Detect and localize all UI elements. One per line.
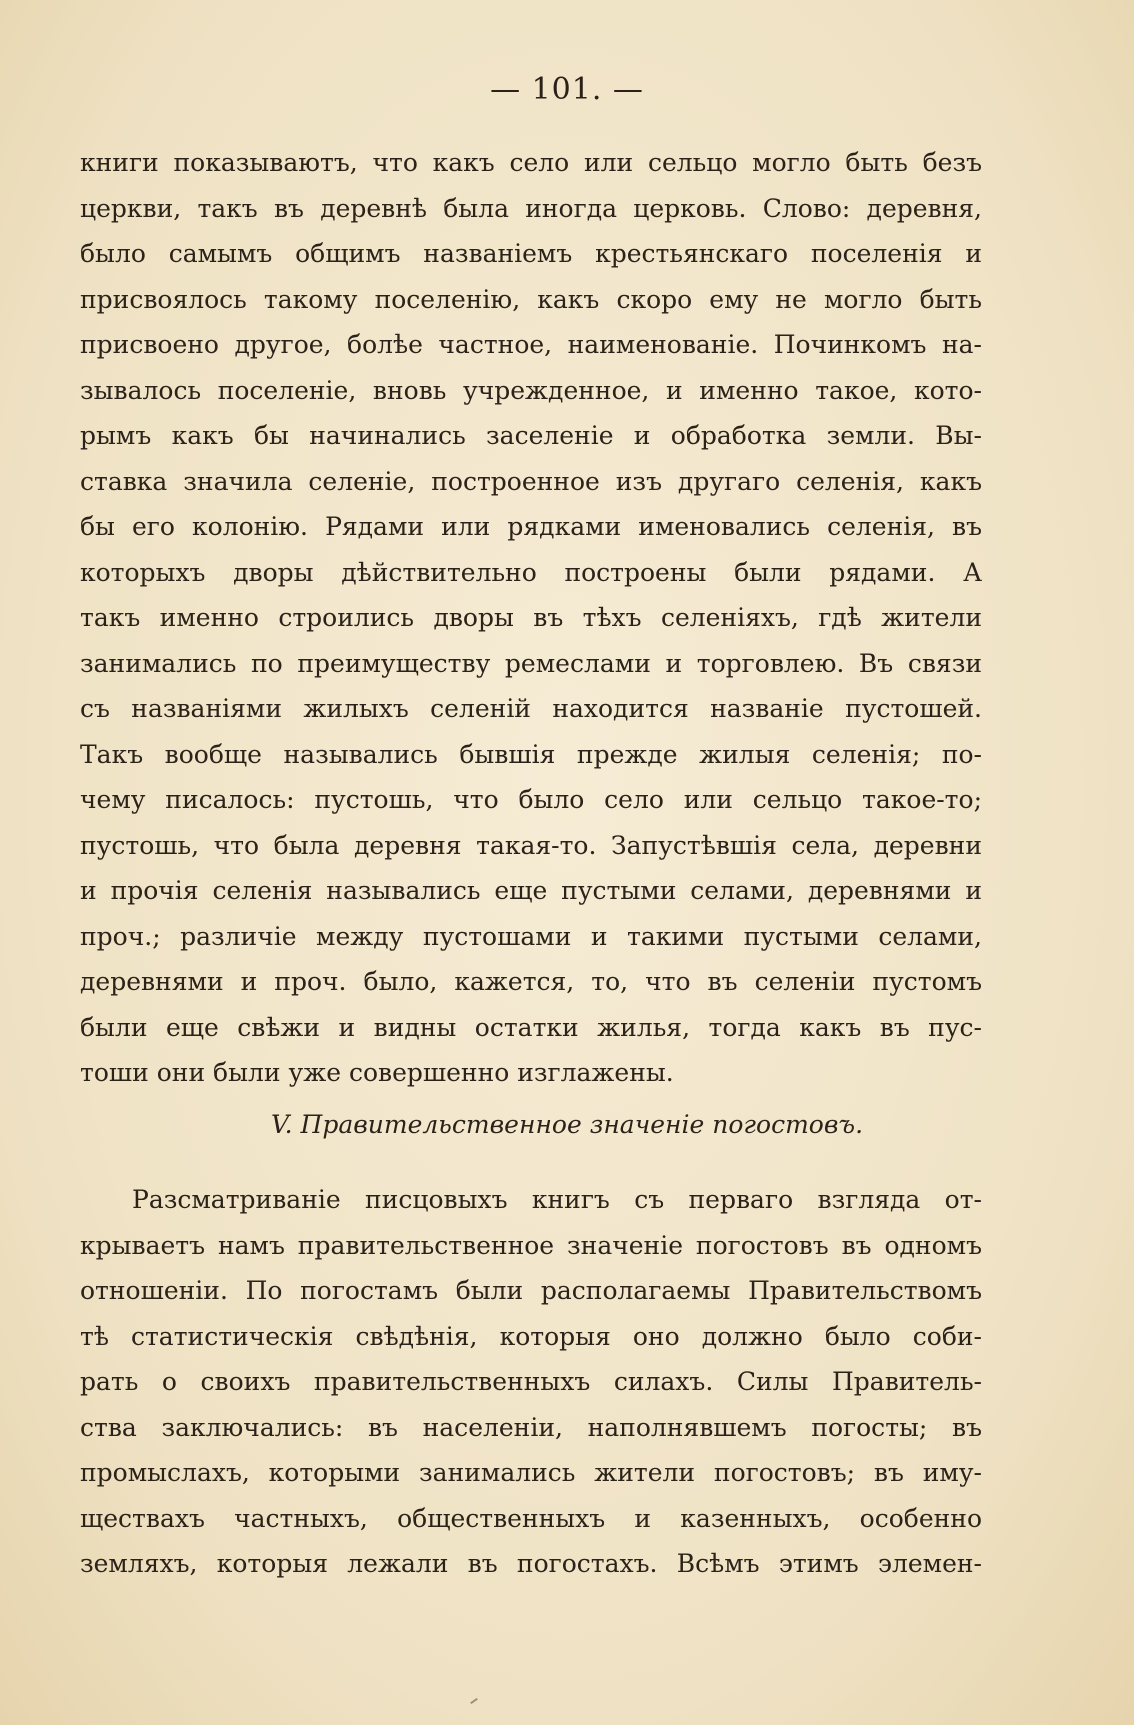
text-line: крываетъ намъ правительственное значеніе погостовъ въ одномъ — [80, 1230, 982, 1260]
text-line: такъ именно строились дворы въ тѣхъ селеніяхъ, гдѣ жители — [80, 603, 982, 632]
text-line: книги показываютъ, что какъ село или сельцо могло быть безъ — [80, 148, 982, 177]
text-line: проч.; различіе между пустошами и такими пустыми селами, — [80, 921, 982, 951]
text-line: ства заключались: въ населеніи, наполнявшемъ погосты; въ — [80, 1412, 982, 1442]
text-line: рать о своихъ правительственныхъ силахъ. Силы Правитель- — [80, 1367, 982, 1396]
section-heading: V. Правительственное значеніе погостовъ. — [270, 1110, 864, 1139]
text-line: церкви, такъ въ деревнѣ была иногда церковь. Слово: деревня, — [80, 193, 982, 223]
text-line: деревнями и проч. было, кажется, то, что въ селеніи пустомъ — [80, 967, 982, 996]
text-line: было самымъ общимъ названіемъ крестьянскаго поселенія и — [80, 239, 982, 268]
text-line: тоши они были уже совершенно изглажены. — [80, 1058, 674, 1087]
text-line: занимались по преимуществу ремеслами и торговлею. Въ связи — [80, 648, 982, 678]
text-line: чему писалось: пустошь, что было село или сельцо такое-то; — [80, 785, 982, 814]
text-line: отношеніи. По погостамъ были располагаемы Правительствомъ — [80, 1276, 982, 1305]
text-line: Такъ вообще назывались бывшія прежде жилыя селенія; по- — [80, 739, 982, 769]
paragraph-1 — [80, 140, 982, 1096]
text-line: Разсматриваніе писцовыхъ книгъ съ перваго взгляда от- — [132, 1185, 982, 1214]
text-line: рымъ какъ бы начинались заселеніе и обработка земли. Вы- — [80, 421, 982, 450]
text-line: которыхъ дворы дѣйствительно построены были рядами. А — [80, 557, 982, 587]
page-number: — 101. — — [490, 72, 644, 107]
text-line: пустошь, что была деревня такая-то. Запустѣвшія села, деревни — [80, 830, 982, 860]
text-line: были еще свѣжи и видны остатки жилья, тогда какъ въ пус- — [80, 1012, 982, 1042]
text-line: присвоялось такому поселенію, какъ скоро ему не могло быть — [80, 284, 982, 314]
ink-speck — [470, 1698, 478, 1704]
text-line: съ названіями жилыхъ селеній находится названіе пустошей. — [80, 694, 982, 723]
text-line: зывалось поселеніе, вновь учрежденное, и именно такое, кото- — [80, 375, 982, 405]
text-line: присвоено другое, болѣе частное, наименованіе. Починкомъ на- — [80, 330, 982, 359]
text-line: бы его колонію. Рядами или рядками именовались селенія, въ — [80, 512, 982, 541]
text-line: ществахъ частныхъ, общественныхъ и казенныхъ, особенно — [80, 1503, 982, 1533]
text-line: земляхъ, которыя лежали въ погостахъ. Всѣмъ этимъ элемен- — [80, 1549, 982, 1578]
text-line: промыслахъ, которыми занимались жители погостовъ; въ иму- — [80, 1458, 982, 1487]
text-line: и прочія селенія назывались еще пустыми селами, деревнями и — [80, 876, 982, 905]
text-line: ставка значила селеніе, построенное изъ другаго селенія, какъ — [80, 466, 982, 496]
text-line: тѣ статистическія свѣдѣнія, которыя оно должно было соби- — [80, 1321, 982, 1351]
paragraph-2 — [80, 1177, 982, 1587]
